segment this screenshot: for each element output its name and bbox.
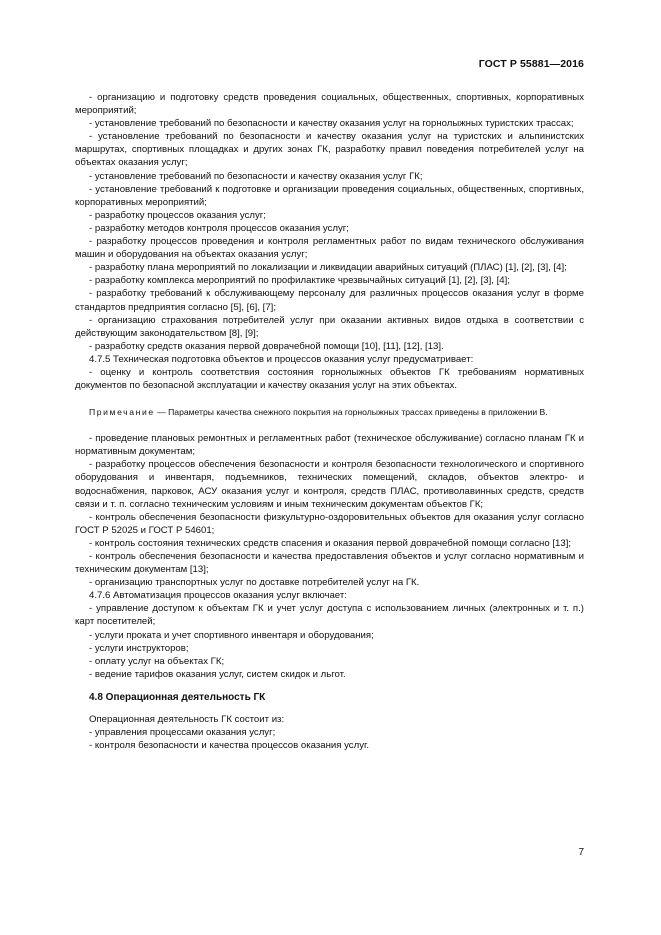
paragraph: - контроль состояния технических средств спасения и оказания первой доврачебной помощи согласно [13]; [89,537,572,549]
note [75,406,584,418]
paragraph: - разработку процессов проведения и контроля регламентных работ по видам технического обслуживания машин и оборудования на объектах оказания услуг; [75,236,584,261]
section-heading: 4.8 Операционная деятельность ГК [89,691,266,703]
paragraph: - ведение тарифов оказания услуг, систем скидок и льгот. [89,668,346,680]
paragraph: - установление требований по безопасности и качеству оказания услуг на горнолыжных туристских трассах; [89,118,574,130]
paragraph: - разработку методов контроля процессов оказания услуг; [89,222,349,234]
paragraph-group-b [75,432,584,681]
paragraph: - разработку требований к обслуживающему персоналу для различных процессов оказания услуг в форме стандартов предприятия согласно [5], [6], [7]; [75,288,584,313]
page-body [75,91,584,752]
paragraph: - разработку средств оказания первой доврачебной помощи [10], [11], [12], [13]. [89,340,444,352]
paragraph: Операционная деятельность ГК состоит из: [89,713,285,725]
paragraph: - организацию и подготовку средств проведения социальных, общественных, спортивных, корпоративных мероприятий; [75,92,584,117]
paragraph: - организацию страхования потребителей услуг при оказании активных видов отдыха в соответствии с действующим законодательством [8], [9]; [75,314,584,339]
paragraph-group-c [75,713,584,752]
paragraph: - контроль обеспечения безопасности и качества предоставления объектов и услуг согласно нормативным и техническим документам [13]; [75,551,584,576]
paragraph: - разработку комплекса мероприятий по профилактике чрезвычайных ситуаций [1], [2], [3], [4]; [89,275,510,287]
paragraph: - управления процессами оказания услуг; [89,727,276,739]
page-number: 7 [578,847,584,858]
paragraph: - оплату услуг на объектах ГК; [89,655,225,667]
paragraph: - организацию транспортных услуг по доставке потребителей услуг на ГК. [89,577,420,589]
note-text: — Параметры качества снежного покрытия на горнолыжных трассах приведены в приложении В. [154,407,548,418]
paragraph: - контроля безопасности и качества процессов оказания услуг. [89,740,369,752]
paragraph: - оценку и контроль соответствия состояния горнолыжных объектов ГК требованиям нормативных документов по безопасной эксплуатации и качеству оказания услуг на этих объектах. [75,366,584,392]
paragraph: - установление требований по безопасности и качеству оказания услуг на туристских и альпинистских маршрутах, спортивных площадках и других зонах ГК, разработку правил поведения потребителей услуг на объектах оказания услуг; [75,131,584,169]
paragraph: - разработку процессов оказания услуг; [89,209,266,221]
paragraph: - установление требований к подготовке и организации проведения социальных, общественных, спортивных, корпоративных мероприятий; [75,183,584,208]
paragraph: - разработку плана мероприятий по локализации и ликвидации аварийных ситуаций (ПЛАС) [1], [2], [3], [4]; [89,262,567,274]
paragraph: - услуги инструкторов; [89,642,189,654]
note-label: Примечание [89,407,155,418]
paragraph: - разработку процессов обеспечения безопасности и контроля безопасности технологического и спортивного оборудования и инвентаря, подъемников, технических помещений, складов, объектов электро- и водоснабжения, парковок, АСУ оказания услуг и контроля, средств ПЛАС, противолавинных средств, средств связи и т. п. согласно техническим условиям и иным техническим документам объектов ГК; [75,459,584,510]
paragraph: - проведение плановых ремонтных и регламентных работ (техническое обслуживание) согласно планам ГК и нормативным документам; [75,433,584,458]
paragraph: - услуги проката и учет спортивного инвентаря и оборудования; [89,629,374,641]
clause-4-7-6: 4.7.6 Автоматизация процессов оказания услуг включает: [89,590,347,602]
clause-4-7-5: 4.7.5 Техническая подготовка объектов и процессов оказания услуг предусматривает: [89,353,474,365]
paragraph: - контроль обеспечения безопасности физкультурно-оздоровительных объектов для оказания услуг согласно ГОСТ Р 52025 и ГОСТ Р 54601; [75,511,584,536]
paragraph: - установление требований по безопасности и качеству оказания услуг ГК; [89,170,423,182]
paragraph-group-a [75,91,584,392]
paragraph: - управление доступом к объектам ГК и учет услуг доступа с использованием личных (электронных и т. п.) карт посетителей; [75,603,584,628]
document-code: ГОСТ Р 55881—2016 [478,58,584,70]
